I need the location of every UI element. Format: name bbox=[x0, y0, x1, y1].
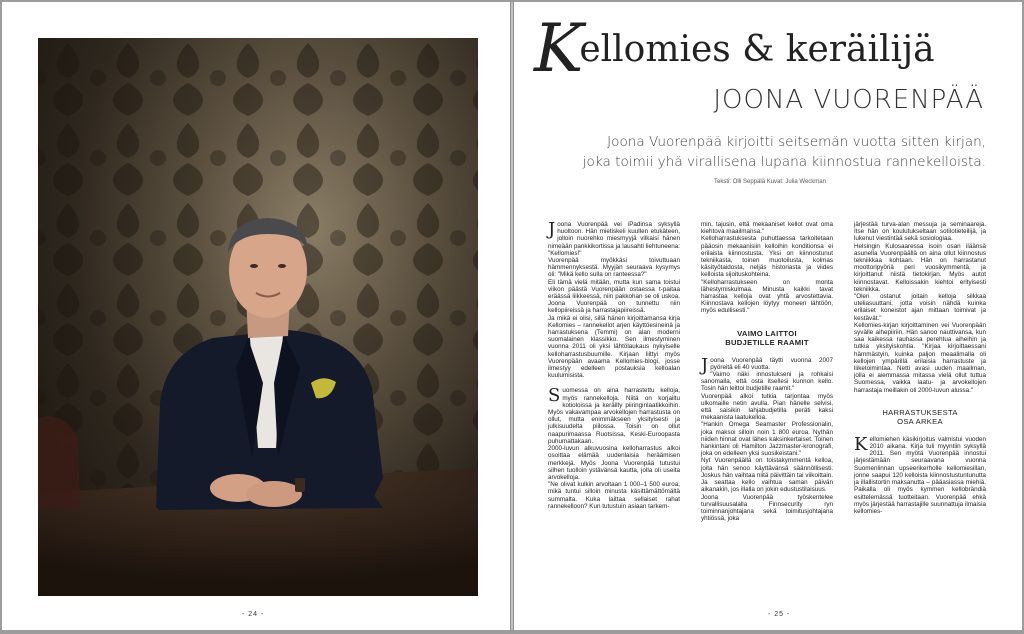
portrait-photo bbox=[38, 38, 478, 596]
paragraph: Joona Vuorenpää vei iPadinsa syksyllä huoltoon. Hän mietiskeli kuullen etukäteen, jolloin nuorehko miesmyyjä vilkaisi hänen nimeään pankkikortissa ja lausahti liehtuneena: "Kellomies!" bbox=[548, 219, 680, 257]
article-body bbox=[548, 221, 988, 616]
article-subtitle: JOONA VUORENPÄÄ bbox=[713, 85, 984, 115]
portrait-illustration bbox=[38, 38, 478, 596]
section-heading: HARRASTUKSESTA OSA ARKEA bbox=[882, 407, 958, 426]
drop-cap: J bbox=[548, 219, 556, 240]
section-heading: VAIMO LAITTOI BUDJETILLE RAAMIT bbox=[725, 328, 809, 347]
article-title bbox=[534, 10, 1004, 87]
lead-paragraph bbox=[554, 132, 986, 172]
drop-cap: S bbox=[548, 385, 561, 407]
drop-cap: K bbox=[854, 433, 868, 455]
paragraph: min, tajusin, että mekaaniset kellot ovat oma kiehtova maailmansa." bbox=[701, 221, 833, 236]
paragraph: Vuorenpää alkoi tutkia tarjontaa myös ulkomaille netin avulla. Pian hänelle selvisi, että saisikin lahjabudjetilla peräti kaksi mekaanista laatukelloa. bbox=[701, 392, 833, 422]
title-initial: K bbox=[534, 10, 584, 87]
page-number-right: - 25 - bbox=[768, 611, 791, 618]
drop-cap: J bbox=[701, 354, 709, 376]
left-page bbox=[2, 2, 510, 630]
page-number-left: - 24 - bbox=[242, 611, 265, 618]
column-1 bbox=[548, 221, 680, 510]
title-rest: ellomies & keräilijä bbox=[579, 29, 935, 70]
paragraph: Kellomiehen käsikirjoitus valmistui vuoden 2010 aikana. Kirja tuli myyntiin syksyllä 2011. Sen myötä Vuorenpää innostui järjestämään seuraavana vuonna Suomenlinnan upseerikerholle kellomiesillan, jonne saapui 120 kelloista kiinnostustuntunutta ja illallistortin maksanutta – pääasiassa miehiä. Paikalla oli myös kymmen kellobrändiä esittelemässä tuotteitaan. Vuorenpää ehkä myös järjestää harrastajille suunnattuja ilmaisia kellomies- bbox=[854, 433, 986, 515]
lead-line-1: Joona Vuorenpää kirjoitti seitsemän vuotta sitten kirjan, bbox=[607, 134, 986, 150]
lead-line-2: joka toimii yhä virallisena lupana kiinnostua rannekelloista. bbox=[582, 154, 986, 170]
paragraph: järjestää turva-alan messuja ja seminaareja. Itse hän on koulutukseltaan sotilotieteilijä, ja lukenut viestintää sekä sosiologiaa. bbox=[854, 221, 986, 243]
paragraph: "Olen ostanut joitain kelloja silkkaa uteliasuuttani, jotta voisin nähdä kuinka erilaiset koneistot ajan mittaan toimivat ja kestävät." bbox=[854, 293, 986, 322]
paragraph: Helsingin Kulosaaressa isoin osan iläänsä asunella Vuorenpäällä on aina ollut kiinnostus tekniikkaa kohtaan. Hän on harrastanut moottoripyöriä peri vuosikymmentä, ja kirjoittanut niistä tietokirjan. Myös autot kiinnostavat. Kelloissakin kiehtoi erityisesti tekniikka. bbox=[854, 242, 986, 293]
paragraph: Vuorenpää myökkäsi toivuttuaan hämmennyksestä. Myyjän seuraava kysymys oli: "Mikä kello sulla on ranteessa?" bbox=[548, 257, 680, 279]
paragraph: "Kelloharrastukseen on monta lähestymiskulmaa. Minusta kaikki tavat harrastaa kelloja ovat yhtä arvostettavia. Kiinnostava kellojen löytyy moneen lähtöön, myös edullisesti." bbox=[701, 278, 833, 315]
column-2 bbox=[701, 221, 833, 522]
paragraph: 2000-luvun alkuvuosina kelloharrastus alkoi osoittaa elämää uudenlaisia heräämisen merkkejä. Myös Joona Vuorenpää tutustui silhen tuolloin ystävänsä kautta, jolla oli useita arvokelloja. bbox=[548, 445, 680, 481]
paragraph: Eli tämä vielä mitään, mutta kun sama toistui viikon päästä Vuorenpään ostaessa t-paitaa eräässä liikkeessä, niin pakkohan se oli uskoa. Joona Vuorenpää on tunnettu niin kellopiireissä ja harrastajapiireissä. bbox=[548, 278, 680, 315]
paragraph: Joona Vuorenpää työskentelee turvallisuusalalla Finnsecurity ryn toiminnanjohtajana sekä toimitusjohtajana yhtiössä, joka bbox=[701, 493, 833, 523]
right-page bbox=[514, 2, 1022, 630]
column-3 bbox=[854, 221, 986, 515]
paragraph: "Vaimo näki innostukseni ja rohkaisi sanomalla, että osta itsellesi kunnon kello. Tosin hän leittoi budjetille raamit." bbox=[701, 371, 833, 393]
paragraph: "Hankin Omega Seamaster Professionalin, joka maksoi silloin noin 1 800 euroa. Nythän niiden hinnat ovat lähes kaksinkertaiset. Toinen hankintani oli Hamilton Jazzmaster-kronografi, joka on edelleen yksi suosikeistani." bbox=[701, 421, 833, 458]
paragraph: Joona Vuorenpää täytti vuonna 2007 pyöreitä eli 40 vuotta. bbox=[701, 354, 833, 376]
credits: Teksti: Olli Seppälä Kuvat: Julia Weckman bbox=[714, 179, 826, 185]
paragraph: Ja mikä ei olisi, sillä hänen kirjoittamansa kirja Kellomies – rannekellot arjen käyttöesineinä ja harrastuksena (Temmi) on alan moderni suomalainen klassikko. Sen ilmestyminen vuonna 2011 oli yksi lähtölaukaus nykyiselle kelloharrastusbuumille. Kirjaan liittyi myös Vuorenpään avaama Kellomies-blogi, josse ilmestyy edelleen postauksia kelloalan kuulumisista. bbox=[548, 314, 680, 380]
paragraph: Kellomies-kirjan kirjoittaminen vei Vuorenpään syvälle aihepiiriin. Hän sanoo nauttivansa, kun saa kaikessa rauhassa perehtua aiheihin ja tutkia yksityiskohtia. "Kirjaa kirjoittaessani hämmästyin, kuinka paljon meaalimalla oli kellojen ympärillä erilaisia harrastuste ja liiketoimintaa. Netti avasi uuden maailman, jolla ei aiemmassa mitassa vielä ollut tuttua Suomessa, vaikka laatu- ja arvokellojen harrastaja meillakin oli 2000-luvun alussa." bbox=[854, 321, 986, 394]
paragraph: "Ne olivat kulkin arvoltaan 1 000–1 500 euroa, mikä tuntui silloin minusta käsittämättömältä summalta. Kuka laittaa sellaiset rahat rannekelloon? Kun tutustuin asiaan tarkem- bbox=[548, 481, 680, 510]
paragraph: Nyt Vuorenpäällä on toistakymmentä kelloa, joita hän senoo käyttävänsä säännöllisesti. Joskus hän vaihtaa niitä päivittäin tai viikoittain. Ja seattaa kello vaihtua saman päivän aikanakin, jos illalla on jokin edustustilaisuus. bbox=[701, 457, 833, 494]
paragraph: Suomessa on aina harrastettu kelloja, myös rannekelloja. Niitä on korjailtu kotioloissa ja keräilty piiringinlaatikkoihin. Myös vakavampaa arvokellojen harrastusta on ollut, mutta enimmäkseen yksityisesti ja julkisuudelta piilossa. Toisin on ollut naapurimaassa Ruotsissa, Keski-Euroopasta puhumattakaan. bbox=[548, 385, 680, 445]
paragraph: Kelloharrastuksesta puhuttaessa tarkoitetaan pääosin mekaanisiin kelloihin konditionsa ei erilaista kiinnostusta. Yksi on kiinnostunut tekniikasta, toinen muotoilusta, kolmas käsityötaidosta, neljäs historiasta ja viides kelloista sijoituskohteina. bbox=[701, 235, 833, 279]
